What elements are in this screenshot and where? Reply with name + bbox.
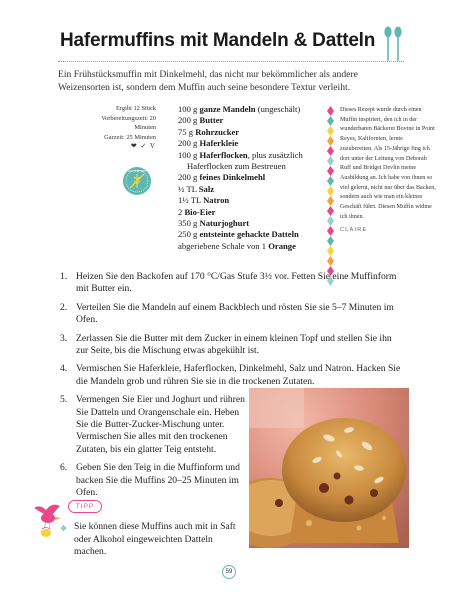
ingredient-name: ganze Mandeln: [199, 104, 256, 114]
ribbon-segment: [327, 136, 334, 146]
step-number: 6.: [60, 462, 68, 474]
ingredient-name: Haferkleie: [199, 138, 239, 149]
ingredient-item: [178, 161, 336, 172]
step-number: 2.: [60, 301, 68, 313]
step-item: [58, 302, 404, 327]
side-note-text: Dieses Rezept wurde durch einen Muffin inspiriert, den ich in der wunderbaren Bäckerei Bovine in Point Reyes, Kalifornien, lernte zuzubereiten. Als 15-Jährige fing ich dort unter der Leitung von Deborah Ruff und Bridget Devlin meine Ausbildung an. Ich habe von ihnen so viel gelernt, nicht nur über das Backen, sondern auch wie man ein kleines Geschäft führt. Diesen Muffin widme ich ihnen.: [340, 107, 436, 220]
ingredient-note: , plus zusätzlich: [247, 149, 303, 160]
ingredient-note: abgeriebene Schale von 1: [178, 240, 269, 251]
ribbon-segment: [327, 206, 334, 216]
ingredient-list: [178, 104, 336, 252]
ingredient-item: [178, 172, 336, 183]
ingredient-name: feines Dinkelmehl: [199, 172, 266, 183]
side-note-author: CLAIRE: [340, 227, 368, 234]
ingredient-item: [178, 218, 336, 229]
step-item: [58, 462, 248, 499]
ingredient-amount: 1½ TL: [178, 195, 204, 206]
ribbon-segment: [327, 146, 334, 156]
ribbon-segment: [327, 226, 334, 236]
ingredient-note: Haferflocken zum Bestreuen: [187, 161, 286, 172]
step-item: [58, 333, 404, 358]
ingredient-amount: 350 g: [178, 218, 200, 229]
step-text: Geben Sie den Teig in die Muffinform und backen Sie die Muffins 20–25 Minuten im Ofen.: [76, 462, 240, 499]
ingredient-item: [178, 127, 336, 138]
ribbon-segment: [327, 166, 334, 176]
prep-time-text: Vorbereitungszeit: 20 Minuten: [101, 114, 156, 132]
ingredient-name: Natron: [203, 195, 230, 206]
step-text: Verteilen Sie die Mandeln auf einem Backblech und rösten Sie sie 5–7 Minuten im Ofen.: [76, 301, 394, 326]
ingredient-item: [178, 104, 336, 115]
step-number: 5.: [60, 394, 68, 406]
diamond-bullet-icon: ❖: [60, 524, 68, 533]
step-text: Vermengen Sie Eier und Joghurt und rühren Sie Datteln und Orangenschale ein. Heben Sie die Butter-Zucker-Mischung unter. Vermischen Sie alles mit den trockenen Zutaten, bis ein glatter Teig entsteht.: [76, 394, 245, 455]
ingredient-item: [178, 150, 336, 161]
recipe-meta: [82, 104, 156, 152]
step-text: Zerlassen Sie die Butter mit dem Zucker in einem kleinen Topf und stellen Sie ihn zur Seite, bis die Mischung etwas abgekühlt ist.: [76, 332, 392, 357]
page-number: 59: [222, 565, 236, 579]
side-note: [340, 106, 436, 236]
ingredient-name: Haferflocken: [199, 149, 248, 160]
title-divider: [58, 61, 404, 62]
ingredient-item: [178, 207, 336, 218]
ingredient-item: [178, 138, 336, 149]
step-number: 4.: [60, 363, 68, 375]
ribbon-divider-icon: [327, 106, 334, 286]
badge-label: GLUTENFREIE: [128, 170, 146, 174]
tip-body: Sie können diese Muffins auch mit in Saft oder Alkohol eingeweichten Datteln machen.: [74, 521, 236, 558]
ribbon-segment: [327, 126, 334, 136]
muffin-photo: [249, 388, 409, 548]
ribbon-segment: [327, 176, 334, 186]
gluten-free-badge-icon: [122, 166, 152, 196]
ingredient-item: [178, 115, 336, 126]
ribbon-segment: [327, 186, 334, 196]
ribbon-segment: [327, 256, 334, 266]
step-text: Heizen Sie den Backofen auf 170 °C/Gas Stufe 3½ vor. Fetten Sie eine Muffinform mit Butter ein.: [76, 271, 397, 295]
recipe-title: Hafermuffins mit Mandeln & Datteln: [60, 30, 376, 51]
yield-text: Ergibt 12 Stück: [115, 105, 156, 112]
ingredient-name-suffix: Orange: [268, 240, 296, 251]
step-text: Vermischen Sie Haferkleie, Haferflocken, Dinkelmehl, Salz und Natron. Hacken Sie die Mandeln grob und rühren Sie sie in die trockenen Zutaten.: [76, 363, 401, 387]
ribbon-segment: [327, 236, 334, 246]
ingredient-item: [178, 229, 336, 240]
intro-text: Ein Frühstücksmuffin mit Dinkelmehl, das nicht nur bekömmlicher als andere Weizensorten ist, sondern dem Muffin auch seine besondere Textur verleiht.: [58, 69, 358, 93]
ribbon-segment: [327, 156, 334, 166]
ingredient-item: [178, 241, 336, 252]
ingredient-name: Naturjoghurt: [199, 218, 250, 229]
ingredient-name: entsteinte gehackte Datteln: [199, 229, 299, 240]
ingredient-name: Butter: [199, 115, 224, 126]
diet-icons: ❤ ✓ V: [130, 142, 156, 151]
ingredient-item: [178, 195, 336, 206]
step-number: 3.: [60, 332, 68, 344]
ribbon-segment: [327, 196, 334, 206]
ingredient-amount: 100 g: [178, 104, 200, 114]
bake-time-text: Garzeit: 25 Minuten: [104, 133, 156, 141]
ingredient-note: (ungeschält): [255, 104, 301, 114]
ingredient-name: Bio-Eier: [184, 206, 216, 217]
ingredient-amount: 250 g: [178, 229, 200, 240]
ribbon-segment: [327, 216, 334, 226]
ingredient-name: Rohrzucker: [195, 126, 240, 137]
ribbon-segment: [327, 116, 334, 126]
step-item: [58, 363, 404, 388]
ribbon-segment: [327, 106, 334, 116]
tip-label: TIPP: [68, 500, 102, 513]
ingredient-amount: 2: [178, 206, 185, 217]
step-item: [58, 271, 404, 296]
ingredient-item: [178, 184, 336, 195]
ingredient-amount: ½ TL: [178, 183, 199, 194]
ingredient-amount: 200 g: [178, 138, 200, 149]
ingredient-amount: 75 g: [178, 126, 196, 137]
ingredient-name: Salz: [198, 183, 215, 194]
step-item: [58, 394, 248, 456]
ingredient-amount: 200 g: [178, 172, 200, 183]
step-number: 1.: [60, 271, 68, 282]
ingredient-amount: 200 g: [178, 115, 200, 126]
ribbon-segment: [327, 246, 334, 256]
spoons-icon: [383, 26, 403, 62]
tip-text: [58, 521, 238, 559]
ingredient-amount: 100 g: [178, 149, 200, 160]
